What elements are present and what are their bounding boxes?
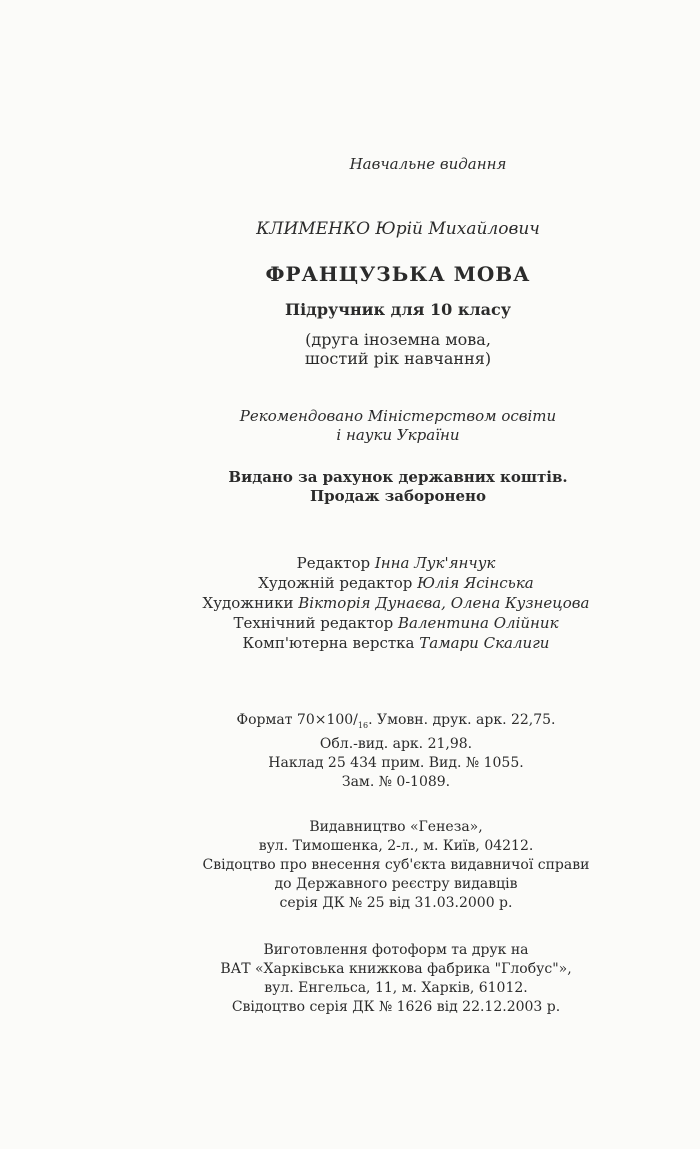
- print-info-line: Обл.-вид. арк. 21,98.: [319, 735, 473, 752]
- credit-role: Технічний редактор: [233, 614, 394, 632]
- credit-row: [46, 573, 700, 593]
- credit-person: Тамари Скалиги: [419, 634, 550, 652]
- publisher-line: Свідоцтво про внесення суб'єкта видавничої справи: [202, 857, 590, 873]
- printer-line: ВАТ «Харківська книжкова фабрика "Глобус"»,: [220, 961, 572, 977]
- subnote-line: шостий рік навчання): [304, 349, 492, 368]
- publisher-line: Видавництво «Генеза»,: [309, 819, 483, 835]
- recommendation-line: і науки України: [336, 426, 460, 444]
- credit-role: Редактор: [296, 554, 371, 572]
- publisher-line: вул. Тимошенка, 2-л., м. Київ, 04212.: [258, 838, 534, 854]
- credit-row: [46, 553, 700, 573]
- print-info: [46, 711, 700, 792]
- credit-row: [46, 633, 700, 653]
- book-subtitle: Підручник для 10 класу: [284, 300, 512, 319]
- funding-line: Видано за рахунок державних коштів.: [228, 468, 568, 486]
- author-name: КЛИМЕНКО Юрій Михайлович: [256, 219, 540, 239]
- printer-line: Виготовлення фотоформ та друк на: [263, 942, 529, 958]
- print-info-line: Наклад 25 434 прим. Вид. № 1055.: [268, 754, 524, 771]
- format-suffix: . Умовн. друк. арк. 22,75.: [368, 712, 556, 728]
- format-prefix: Формат 70×100/: [236, 712, 358, 728]
- recommendation: [48, 407, 700, 445]
- credit-role: Комп'ютерна верстка: [242, 634, 415, 652]
- recommendation-line: Рекомендовано Міністерством освіти: [239, 407, 557, 425]
- publisher-info: [46, 818, 700, 913]
- credit-person: Інна Лук'янчук: [374, 554, 496, 572]
- print-info-line: Зам. № 0-1089.: [341, 773, 451, 790]
- format-fraction: 16: [357, 720, 369, 730]
- printer-line: вул. Енгельса, 11, м. Харків, 61012.: [264, 980, 528, 996]
- subnote-line: (друга іноземна мова,: [305, 330, 491, 349]
- book-title: ФРАНЦУЗЬКА МОВА: [265, 262, 531, 286]
- credits-list: [46, 553, 700, 653]
- funding-notice: [48, 468, 700, 506]
- credit-row: [46, 613, 700, 633]
- format-line: [46, 711, 700, 735]
- credit-role: Художники: [202, 594, 294, 612]
- subtitle-note: [48, 330, 700, 368]
- funding-line: Продаж заборонено: [309, 487, 487, 505]
- credit-row: [46, 593, 700, 613]
- printer-info: [46, 941, 700, 1017]
- publisher-line: серія ДК № 25 від 31.03.2000 р.: [279, 895, 513, 911]
- printer-line: Свідоцтво серія ДК № 1626 від 22.12.2003 р.: [231, 999, 561, 1015]
- credit-person: Вікторія Дунаєва, Олена Кузнецова: [298, 594, 590, 612]
- credit-person: Валентина Олійник: [398, 614, 559, 632]
- publisher-line: до Державного реєстру видавців: [274, 876, 518, 892]
- edition-type: Навчальне видання: [349, 155, 507, 173]
- credit-person: Юлія Ясінська: [417, 574, 534, 592]
- credit-role: Художній редактор: [258, 574, 413, 592]
